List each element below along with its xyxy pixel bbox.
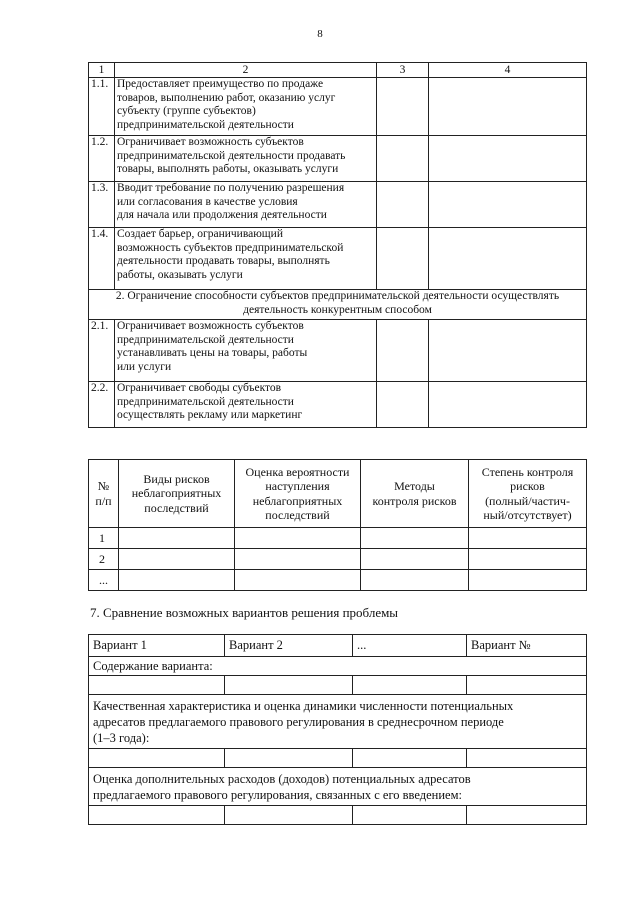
header-cell-risk-types: Виды рисков неблагоприятных последствий [119, 460, 235, 528]
empty-cell [235, 570, 361, 591]
quality-label: Качественная характеристика и оценка динамики численности потенциальных адресатов предлагаемого правового регулирования в среднесрочном периоде (1–3 года): [89, 695, 587, 749]
table-row [89, 570, 587, 591]
empty-row [89, 676, 587, 695]
variant-label: ... [353, 635, 467, 657]
header-cell: 4 [429, 63, 587, 78]
empty-cell [89, 676, 225, 695]
row-number: 2 [89, 549, 119, 570]
variant-label: Вариант № [467, 635, 587, 657]
variants-table [88, 634, 587, 825]
row-text: Ограничивает возможность субъектов предпринимательской деятельности продавать товары, выполнять работы, оказывать услуги [115, 136, 377, 182]
table-header-row [89, 63, 587, 78]
row-number: 2.2. [89, 382, 115, 428]
empty-cell [377, 78, 429, 136]
empty-cell [429, 320, 587, 382]
empty-cell [119, 528, 235, 549]
empty-cell [119, 570, 235, 591]
empty-cell [429, 228, 587, 290]
row-number: 2.1. [89, 320, 115, 382]
empty-cell [361, 528, 469, 549]
variants-header-row [89, 635, 587, 657]
quality-label-row [89, 695, 587, 749]
row-text: Вводит требование по получению разрешения или согласования в качестве условия для начала или продолжения деятельности [115, 182, 377, 228]
empty-cell [467, 806, 587, 825]
empty-row [89, 806, 587, 825]
empty-cell [467, 676, 587, 695]
row-number: ... [89, 570, 119, 591]
empty-cell [89, 806, 225, 825]
empty-cell [361, 549, 469, 570]
content-label: Содержание варианта: [89, 657, 587, 676]
costs-label-row [89, 768, 587, 806]
table-row [89, 320, 587, 382]
empty-cell [235, 528, 361, 549]
table-row [89, 78, 587, 136]
empty-cell [469, 528, 587, 549]
table-header-row [89, 460, 587, 528]
empty-cell [119, 549, 235, 570]
row-text: Ограничивает возможность субъектов предпринимательской деятельности устанавливать цены на товары, работы или услуги [115, 320, 377, 382]
variant-label: Вариант 1 [89, 635, 225, 657]
row-number: 1.1. [89, 78, 115, 136]
section-row [89, 290, 587, 320]
empty-cell [469, 570, 587, 591]
table-row [89, 382, 587, 428]
table-row [89, 136, 587, 182]
restrictions-table [88, 62, 587, 428]
header-cell-methods: Методы контроля рисков [361, 460, 469, 528]
header-cell: 1 [89, 63, 115, 78]
empty-cell [225, 806, 353, 825]
row-text: Ограничивает свободы субъектов предпринимательской деятельности осуществлять рекламу или маркетинг [115, 382, 377, 428]
table-row [89, 228, 587, 290]
empty-cell [469, 549, 587, 570]
header-cell-control-degree: Степень контроля рисков (полный/частич- ный/отсутствует) [469, 460, 587, 528]
section-heading: 2. Ограничение способности субъектов предпринимательской деятельности осуществлять деятельность конкурентным способом [89, 290, 587, 320]
header-cell: 2 [115, 63, 377, 78]
row-text: Создает барьер, ограничивающий возможность субъектов предпринимательской деятельности продавать товары, выполнять работы, оказывать услуги [115, 228, 377, 290]
header-cell-number: № п/п [89, 460, 119, 528]
empty-cell [353, 676, 467, 695]
header-cell: 3 [377, 63, 429, 78]
empty-cell [225, 676, 353, 695]
empty-cell [429, 382, 587, 428]
empty-cell [377, 382, 429, 428]
costs-label: Оценка дополнительных расходов (доходов) потенциальных адресатов предлагаемого правового регулирования, связанных с его введением: [89, 768, 587, 806]
risks-table [88, 459, 587, 591]
empty-cell [89, 749, 225, 768]
row-number: 1.4. [89, 228, 115, 290]
empty-cell [361, 570, 469, 591]
row-number: 1.2. [89, 136, 115, 182]
empty-cell [377, 320, 429, 382]
empty-cell [429, 136, 587, 182]
empty-cell [429, 182, 587, 228]
empty-cell [353, 749, 467, 768]
empty-cell [377, 136, 429, 182]
row-number: 1 [89, 528, 119, 549]
empty-row [89, 749, 587, 768]
content-label-row [89, 657, 587, 676]
table-row [89, 182, 587, 228]
empty-cell [235, 549, 361, 570]
empty-cell [353, 806, 467, 825]
empty-cell [429, 78, 587, 136]
empty-cell [225, 749, 353, 768]
header-cell-probability: Оценка вероятности наступления неблагоприятных последствий [235, 460, 361, 528]
row-number: 1.3. [89, 182, 115, 228]
empty-cell [377, 228, 429, 290]
table-row [89, 549, 587, 570]
empty-cell [377, 182, 429, 228]
row-text: Предоставляет преимущество по продаже товаров, выполнению работ, оказанию услуг субъекту (группе субъектов) предпринимательской деятельности [115, 78, 377, 136]
empty-cell [467, 749, 587, 768]
table-row [89, 528, 587, 549]
variant-label: Вариант 2 [225, 635, 353, 657]
section-7-title: 7. Сравнение возможных вариантов решения проблемы [90, 605, 399, 620]
page-number: 8 [317, 28, 323, 40]
